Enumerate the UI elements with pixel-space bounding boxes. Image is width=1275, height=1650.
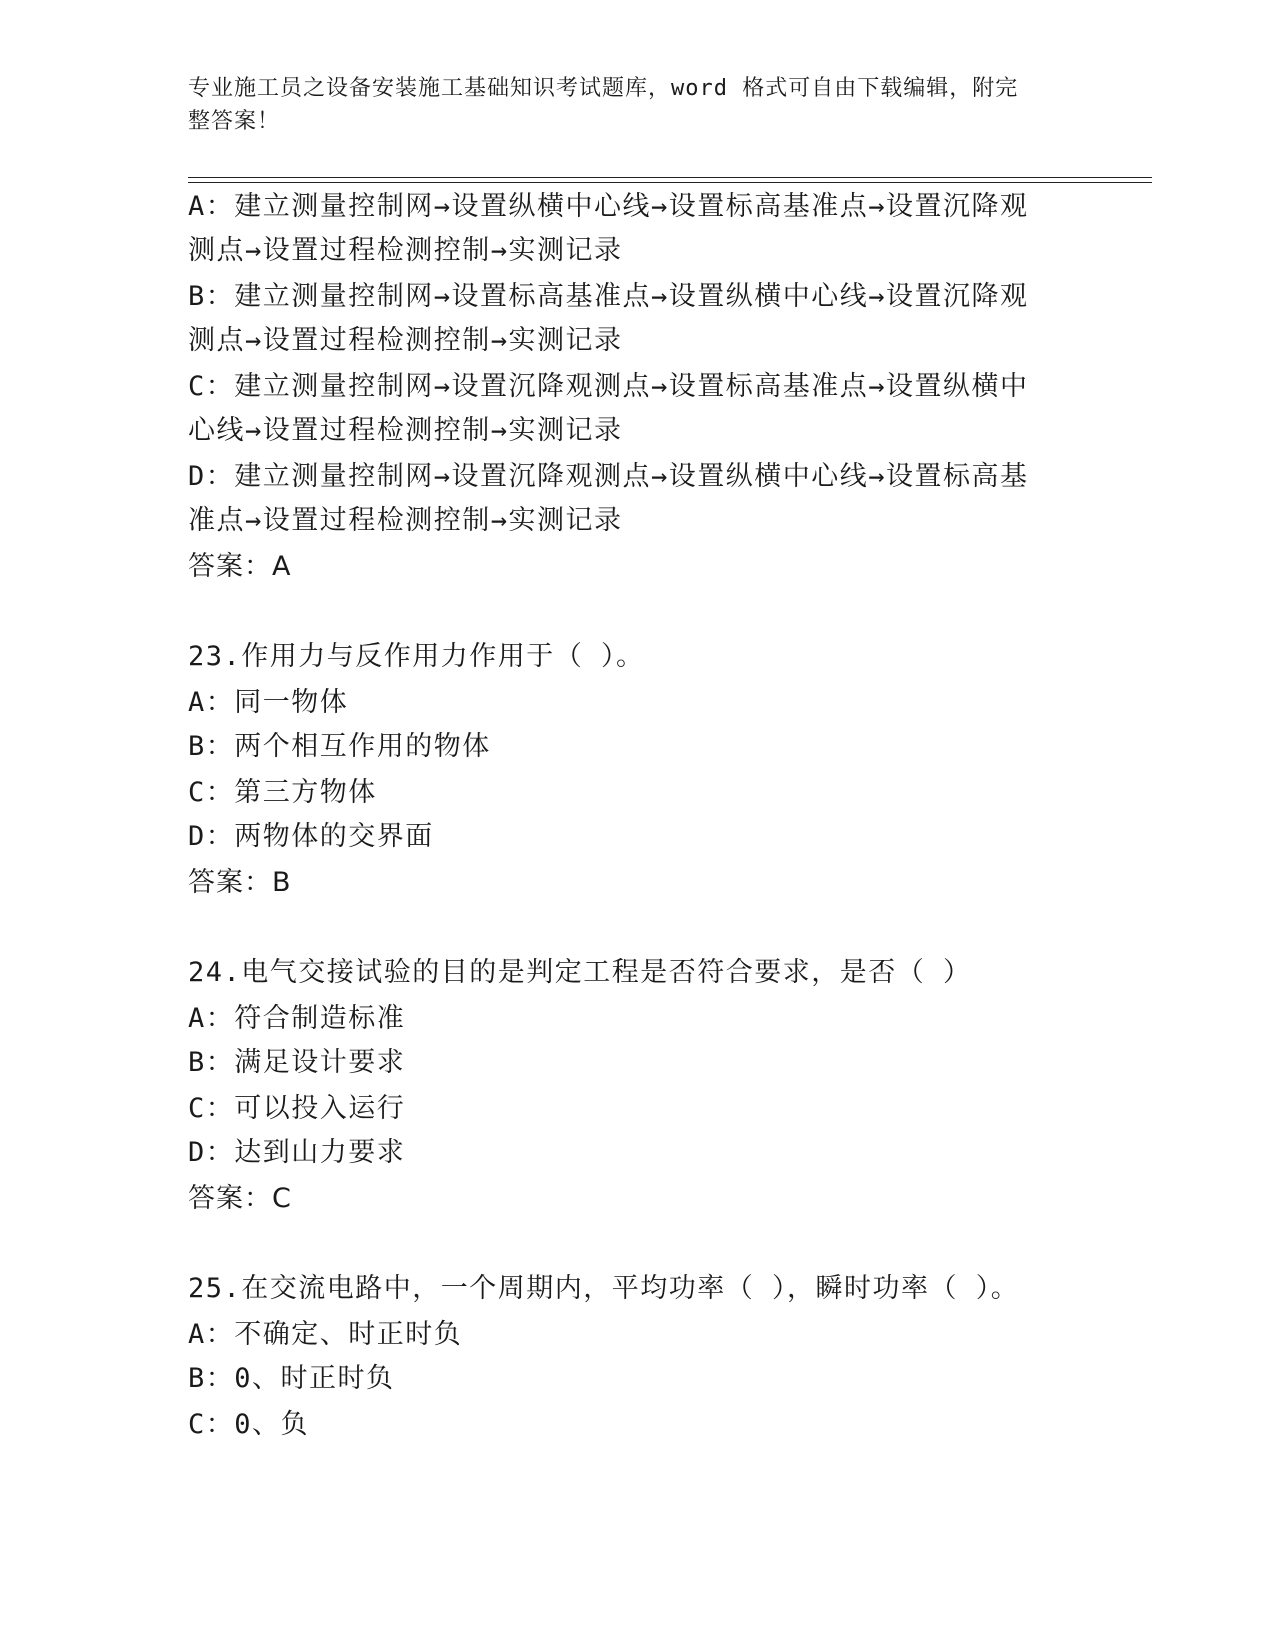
- q25-option-a: A：不确定、时正时负: [188, 1319, 463, 1350]
- q23-answer: 答案：B: [188, 867, 292, 898]
- q24-option-d: D：达到山力要求: [188, 1137, 406, 1168]
- q24-answer: 答案：C: [188, 1183, 292, 1214]
- header-divider-top: [188, 177, 1152, 178]
- q25-option-b: B：0、时正时负: [188, 1363, 395, 1394]
- q22-option-a-line-1: A：建立测量控制网→设置纵横中心线→设置标高基准点→设置沉降观: [188, 191, 1029, 222]
- q23-option-d: D：两物体的交界面: [188, 821, 434, 852]
- q24-option-b: B：满足设计要求: [188, 1047, 406, 1078]
- q24-option-c: C：可以投入运行: [188, 1093, 406, 1124]
- q22-option-d-line-1: D：建立测量控制网→设置沉降观测点→设置纵横中心线→设置标高基: [188, 461, 1029, 492]
- q23-question: 23.作用力与反作用力作用于（ ）。: [188, 641, 645, 672]
- q22-option-b-line-1: B：建立测量控制网→设置标高基准点→设置纵横中心线→设置沉降观: [188, 281, 1029, 312]
- q22-option-c-line-1: C：建立测量控制网→设置沉降观测点→设置标高基准点→设置纵横中: [188, 371, 1029, 402]
- q24-question: 24.电气交接试验的目的是判定工程是否符合要求，是否（ ）: [188, 957, 972, 988]
- q23-option-a: A：同一物体: [188, 687, 349, 718]
- header-divider-bottom: [188, 182, 1152, 183]
- q22-option-b-line-2: 测点→设置过程检测控制→实测记录: [188, 325, 623, 356]
- q23-option-b: B：两个相互作用的物体: [188, 731, 491, 762]
- q22-answer: 答案：A: [188, 551, 292, 582]
- document-header: [188, 72, 1068, 138]
- q22-option-d-line-2: 准点→设置过程检测控制→实测记录: [188, 505, 623, 536]
- q23-option-c: C：第三方物体: [188, 777, 377, 808]
- q24-option-a: A：符合制造标准: [188, 1003, 406, 1034]
- header-line-1: 专业施工员之设备安装施工基础知识考试题库，word 格式可自由下载编辑，附完: [188, 76, 1019, 101]
- header-line-2: 整答案！: [188, 109, 281, 134]
- q25-option-c: C：0、负: [188, 1409, 310, 1440]
- q22-option-a-line-2: 测点→设置过程检测控制→实测记录: [188, 235, 623, 266]
- q22-option-c-line-2: 心线→设置过程检测控制→实测记录: [188, 415, 623, 446]
- q25-question: 25.在交流电路中，一个周期内，平均功率（ ），瞬时功率（ ）。: [188, 1273, 1020, 1304]
